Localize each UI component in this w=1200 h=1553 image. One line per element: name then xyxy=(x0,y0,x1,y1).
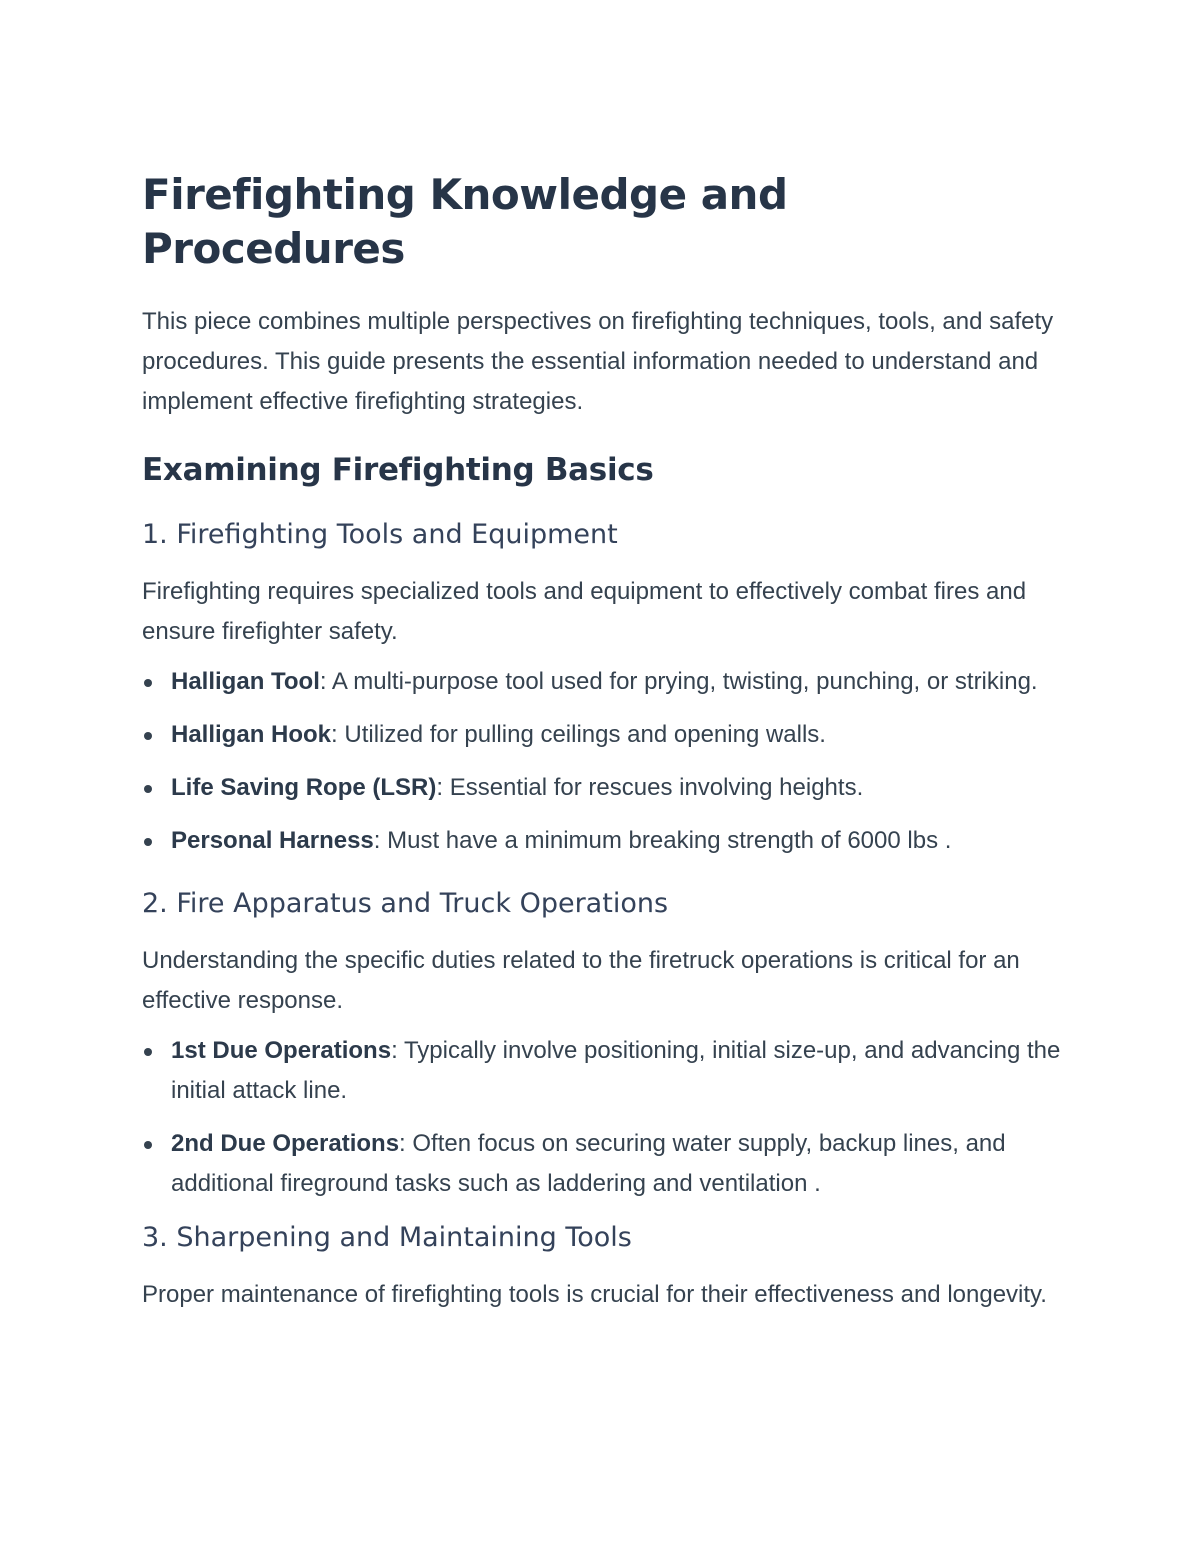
operations-list xyxy=(142,1031,1062,1204)
item-text: A multi-purpose tool used for prying, twisting, punching, or striking. xyxy=(326,668,1038,695)
item-term: 1st Due Operations xyxy=(171,1037,392,1064)
item-text: Often focus on securing water supply, backup lines, and additional fireground tasks such as laddering and ventilation . xyxy=(171,1130,1006,1197)
intro-paragraph: This piece combines multiple perspectives on firefighting techniques, tools, and safety procedures. This guide presents the essential information needed to understand and implement effective firefighting strategies. xyxy=(142,308,1054,415)
item-separator: : xyxy=(399,1130,406,1157)
list-item xyxy=(142,768,1062,808)
bullet-icon xyxy=(144,785,152,793)
item-text: Must have a minimum breaking strength of 6000 lbs . xyxy=(380,827,952,854)
item-separator: : xyxy=(319,668,327,695)
bullet-icon xyxy=(144,732,152,740)
subsection-paragraph-maintenance: Proper maintenance of firefighting tools is crucial for their effectiveness and longevity. xyxy=(142,1281,1047,1308)
subsection-paragraph-apparatus: Understanding the specific duties related to the firetruck operations is critical for an effective response. xyxy=(142,947,1020,1014)
list-item xyxy=(142,821,1062,861)
item-separator: : xyxy=(436,774,444,801)
bullet-icon xyxy=(144,1048,152,1056)
item-term: Halligan Tool xyxy=(171,668,320,695)
item-term: Halligan Hook xyxy=(171,721,332,748)
subsection-heading-apparatus: 2. Fire Apparatus and Truck Operations xyxy=(142,888,669,919)
subsection-paragraph-tools: Firefighting requires specialized tools and equipment to effectively combat fires and ensure firefighter safety. xyxy=(142,578,1027,645)
item-term: 2nd Due Operations xyxy=(171,1130,400,1157)
list-item xyxy=(142,715,1062,755)
item-separator: : xyxy=(373,827,381,854)
page-title: Firefighting Knowledge and Procedures xyxy=(142,170,788,273)
list-item xyxy=(142,662,1062,702)
item-separator: : xyxy=(391,1037,398,1064)
bullet-icon xyxy=(144,838,152,846)
bullet-icon xyxy=(144,1141,152,1149)
item-term: Life Saving Rope (LSR) xyxy=(171,774,437,801)
list-item xyxy=(142,1031,1062,1111)
item-term: Personal Harness xyxy=(171,827,374,854)
tools-list xyxy=(142,662,1062,861)
section-heading: Examining Firefighting Basics xyxy=(142,452,654,488)
item-text: Typically involve positioning, initial size-up, and advancing the initial attack line. xyxy=(171,1037,1061,1104)
subsection-heading-tools: 1. Firefighting Tools and Equipment xyxy=(142,519,618,550)
item-text: Essential for rescues involving heights. xyxy=(443,774,864,801)
item-text: Utilized for pulling ceilings and opening walls. xyxy=(337,721,826,748)
document-page xyxy=(142,168,1062,1315)
item-separator: : xyxy=(331,721,338,748)
list-item xyxy=(142,1124,1062,1204)
bullet-icon xyxy=(144,679,152,687)
subsection-heading-maintenance: 3. Sharpening and Maintaining Tools xyxy=(142,1222,632,1253)
